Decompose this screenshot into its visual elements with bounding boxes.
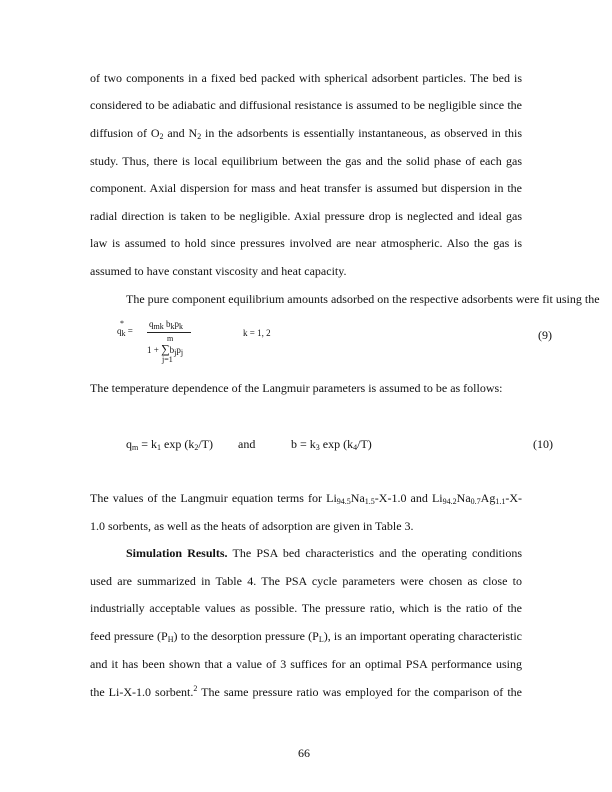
eq-subscript: m <box>132 443 139 452</box>
eq-symbol: b <box>169 345 175 355</box>
eq-subscript: k <box>170 322 175 331</box>
text-span: Ag <box>480 491 496 505</box>
equation-number: (10) <box>533 437 553 451</box>
text-span: The values of the Langmuir equation terms for Li <box>90 491 337 505</box>
text-span: feed pressure (P <box>90 629 168 643</box>
text-span: -X-1.0 and Li <box>374 491 443 505</box>
equation-number: (9) <box>538 328 552 342</box>
eq-symbol: q <box>149 319 154 329</box>
body-text-line: considered to be adiabatic and diffusional resistance is assumed to be negligible since the <box>90 98 522 112</box>
body-text-line: used are summarized in Table 4. The PSA cycle parameters were chosen as close to <box>90 574 522 588</box>
fraction-bar <box>147 332 191 333</box>
sum-symbol: ∑ <box>161 342 170 356</box>
eq-subscript: k <box>178 322 183 331</box>
text-span: in the adsorbents is essentially instantaneous, as observed in this <box>201 126 522 140</box>
body-text-line <box>90 491 522 505</box>
body-text-line: of two components in a fixed bed packed with spherical adsorbent particles. The bed is <box>90 71 522 85</box>
eq-subscript: 3 <box>315 443 320 452</box>
subscript: 1.5 <box>364 497 375 506</box>
body-text-line <box>126 546 522 560</box>
eq-symbol: exp (k <box>161 437 195 451</box>
subscript: 1.1 <box>495 497 506 506</box>
equation-9 <box>117 316 271 376</box>
eq-symbol: q <box>126 437 132 451</box>
eq-subscript: j <box>174 348 177 357</box>
body-text-line <box>90 629 522 643</box>
text-span: Na <box>456 491 471 505</box>
eq-symbol: exp (k <box>319 437 354 451</box>
eq-conjunction: and <box>238 437 256 451</box>
body-text-line: The temperature dependence of the Langmuir parameters is assumed to be as follows: <box>90 381 503 395</box>
eq-subscript: k <box>121 329 126 338</box>
eq-subscript: m <box>153 322 160 331</box>
eq-symbol: p <box>176 345 181 355</box>
equation-10-part2 <box>291 437 372 452</box>
text-span: ), is an important operating characteristic <box>323 629 522 643</box>
body-text-line: assumed to have constant viscosity and heat capacity. <box>90 264 347 278</box>
body-text-line: law is assumed to hold since pressures involved are near atmospheric. Also the gas is <box>90 236 522 250</box>
subscript: 2 <box>159 132 164 141</box>
sum-lower-limit: j=1 <box>162 355 173 364</box>
equation-10-part1 <box>126 437 213 452</box>
eq-lhs: $q_k$ = <box>117 326 133 338</box>
subscript: H <box>167 635 174 644</box>
eq-numerator <box>149 319 183 329</box>
body-text-line: study. Thus, there is local equilibrium between the gas and the solid phase of each gas <box>90 154 522 168</box>
subscript: 0.7 <box>470 497 481 506</box>
body-text-line: The pure component equilibrium amounts adsorbed on the respective adsorbents were fit using the <box>126 292 600 306</box>
text-span: The PSA bed characteristics and the operating conditions <box>227 546 522 560</box>
text-span: The same pressure ratio was employed for the comparison of the <box>197 685 522 699</box>
text-span: -X- <box>505 491 522 505</box>
eq-symbol: 1 + <box>147 345 162 355</box>
subscript: L <box>318 635 324 644</box>
body-text-line: radial direction is taken to be negligible. Axial pressure drop is neglected and ideal gas <box>90 209 522 223</box>
body-text-line <box>90 126 522 140</box>
page-number: 66 <box>298 746 310 760</box>
text-span: the Li-X-1.0 sorbent. <box>90 685 194 699</box>
body-text-line: industrially acceptable values as possible. The pressure ratio, which is the ratio of the <box>90 601 522 615</box>
section-run-in-heading: Simulation Results. <box>126 546 228 560</box>
text-span: ) to the desorption pressure (P <box>173 629 319 643</box>
body-text-line: and it has been shown that a value of 3 suffices for an optimal PSA performance using <box>90 657 522 671</box>
eq-subscript: j <box>180 348 184 357</box>
text-span: diffusion of O <box>90 126 160 140</box>
text-span: Na <box>350 491 365 505</box>
eq-symbol: = k <box>138 437 158 451</box>
subscript: 2 <box>197 132 202 141</box>
text-span: and N <box>163 126 198 140</box>
eq-symbol: q <box>117 326 122 336</box>
eq-symbol: /T) <box>357 437 372 451</box>
eq-subscript: 4 <box>353 443 358 452</box>
eq-star: * <box>120 319 124 328</box>
body-text-line: component. Axial dispersion for mass and heat transfer is assumed but dispersion in the <box>90 181 522 195</box>
eq-symbol: p <box>174 319 179 329</box>
citation-superscript: 2 <box>193 684 198 693</box>
eq-symbol: b = k <box>291 437 316 451</box>
eq-symbol: /T) <box>198 437 214 451</box>
subscript: 94.5 <box>336 497 351 506</box>
eq-symbol: b <box>163 319 171 329</box>
eq-condition: k = 1, 2 <box>243 328 271 338</box>
subscript: 94.2 <box>442 497 457 506</box>
body-text-line: 1.0 sorbents, as well as the heats of adsorption are given in Table 3. <box>90 519 414 533</box>
body-text-line <box>90 685 522 699</box>
sum-upper-limit: m <box>167 334 174 343</box>
eq-subscript: k <box>159 322 164 331</box>
eq-subscript: 1 <box>157 443 162 452</box>
eq-subscript: 2 <box>194 443 199 452</box>
